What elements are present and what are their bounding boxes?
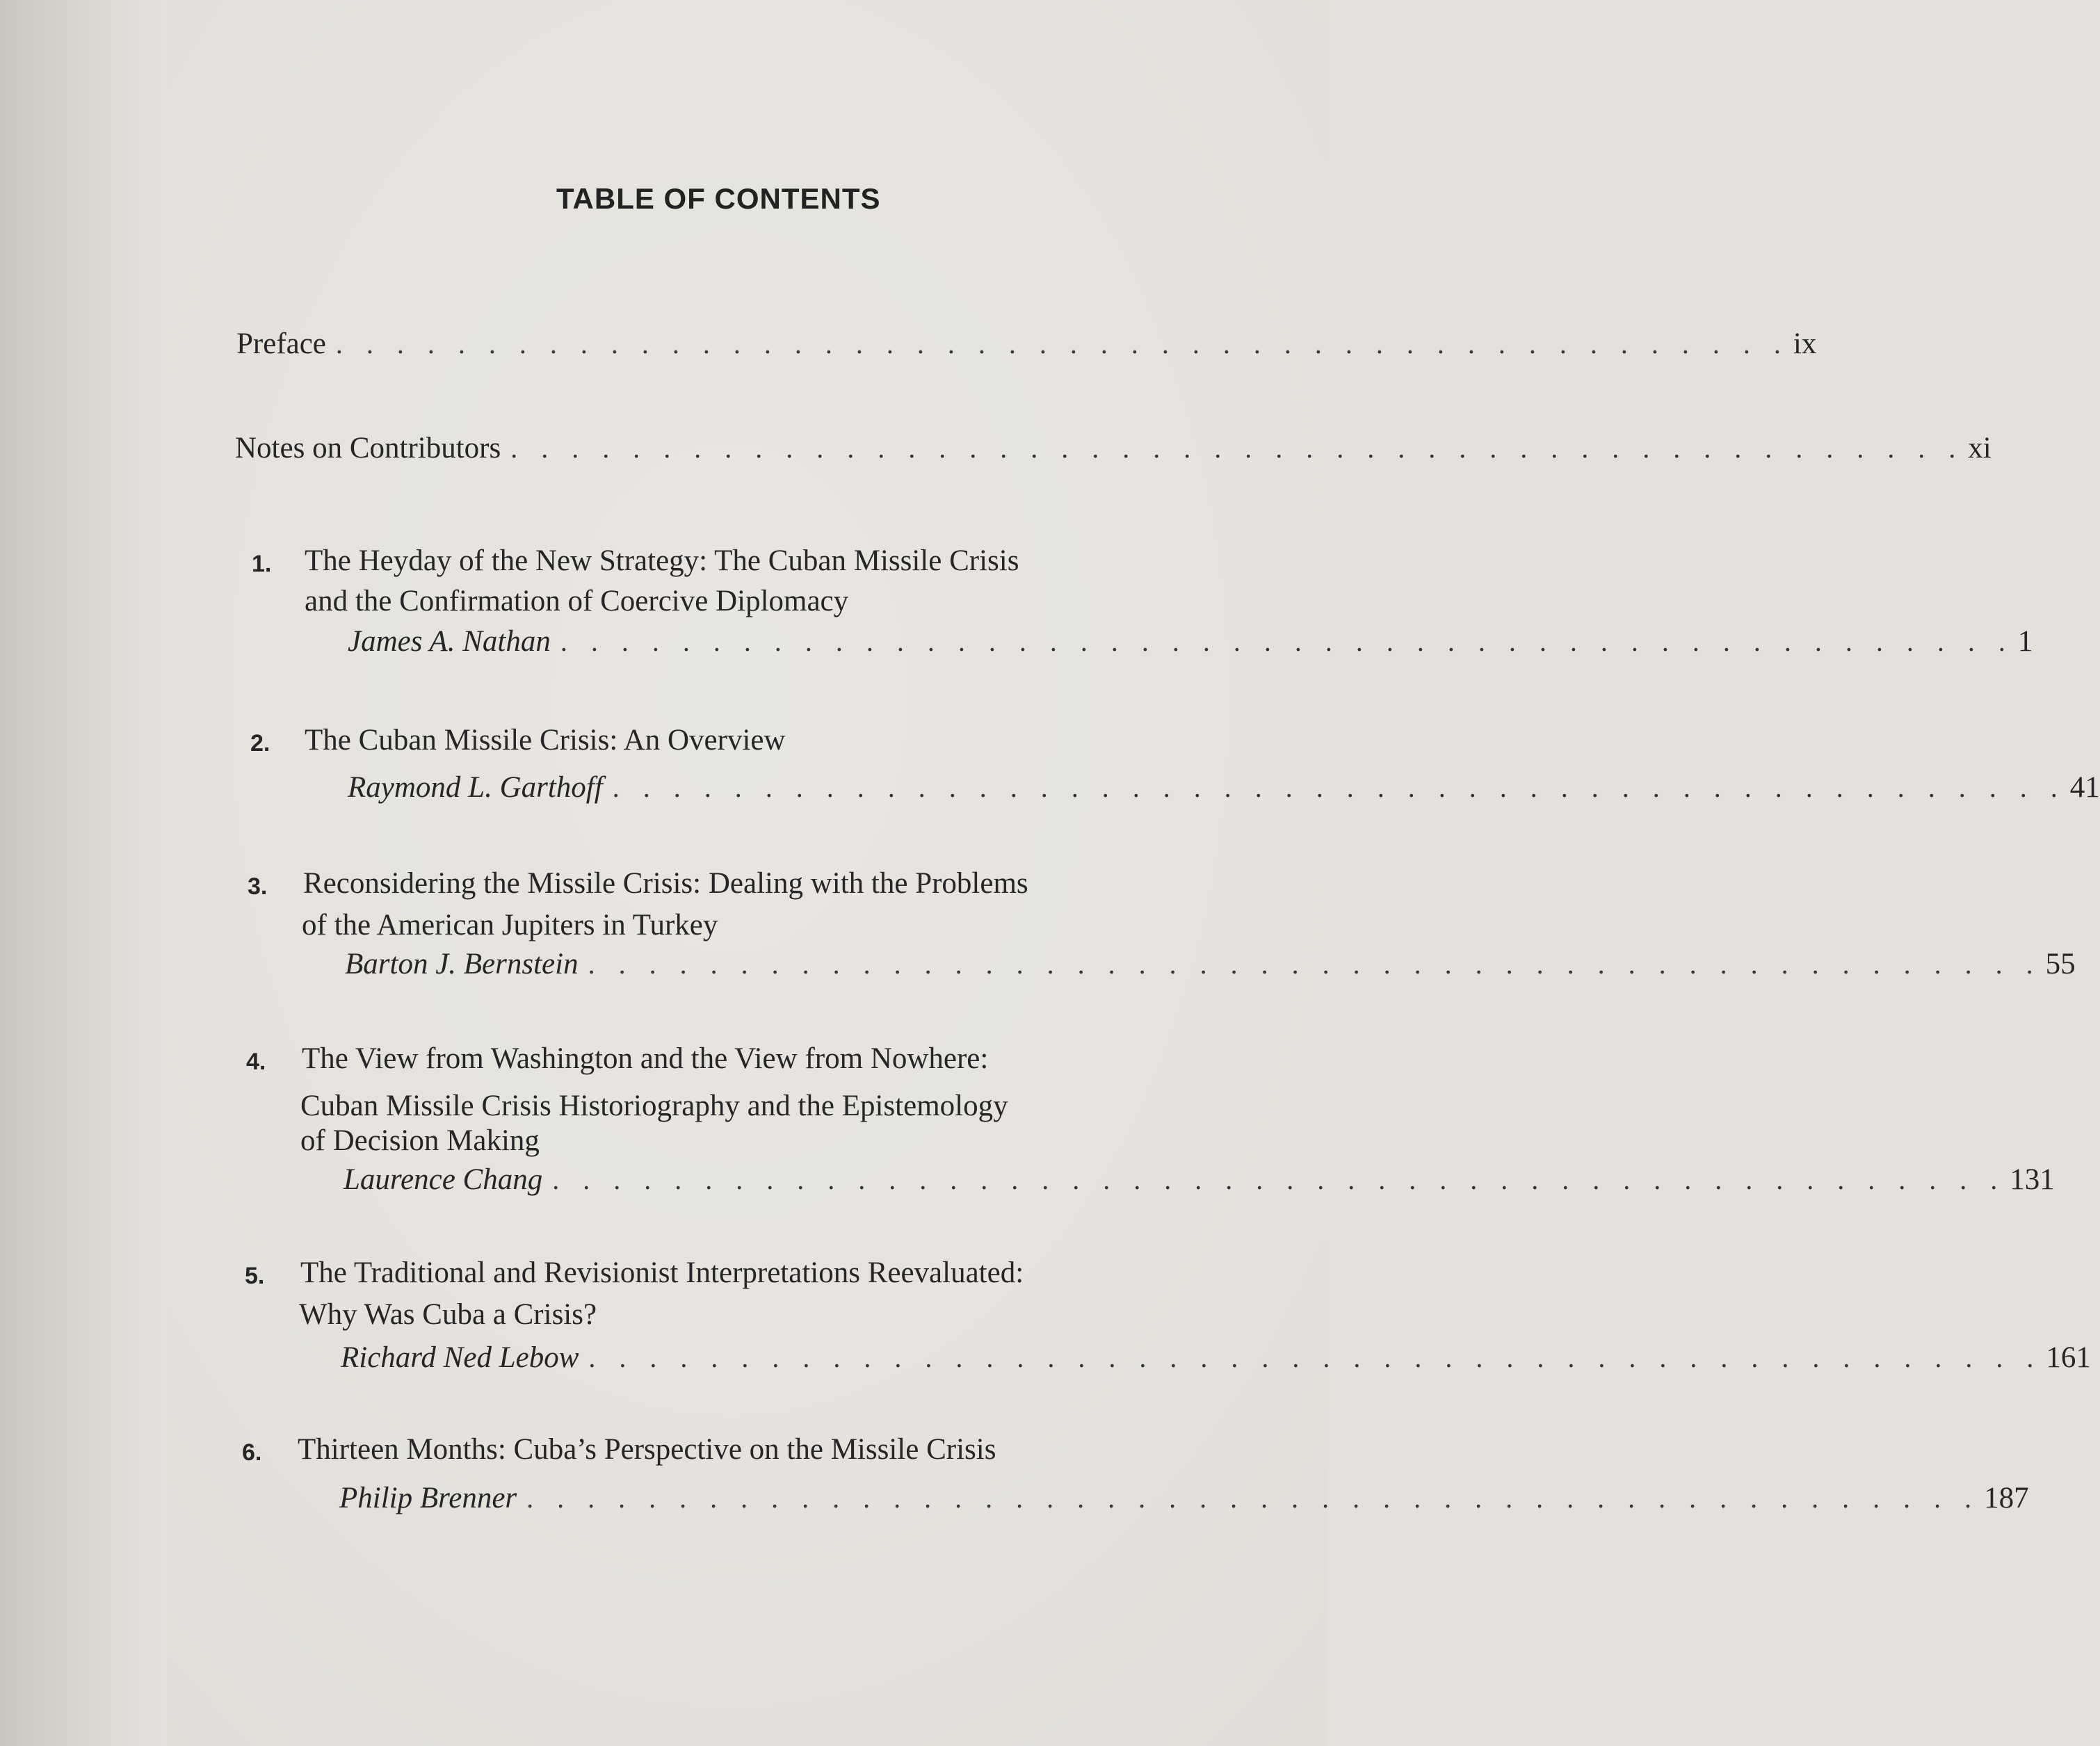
chapter-title-line: Reconsidering the Missile Crisis: Dealing with the Problems	[303, 867, 1028, 900]
chapter-author-row	[341, 1341, 2091, 1375]
page-number: ix	[1793, 328, 1817, 360]
chapter-author: Raymond L. Garthoff	[348, 771, 603, 804]
dot-leader: . . . . . . . . . . . . . . . . . . . . . . . . . . . . . . . . . . . . . . . . . . . . . . . .	[552, 1164, 2006, 1195]
dot-leader: . . . . . . . . . . . . . . . . . . . . . . . . . . . . . . . . . . . . . . . . . . . . . . . .	[510, 433, 1964, 464]
chapter-author-row	[348, 624, 2033, 658]
chapter-author-row	[339, 1481, 2029, 1515]
chapter-number: 6.	[242, 1439, 262, 1466]
chapter-title-line: The View from Washington and the View from Nowhere:	[302, 1042, 989, 1075]
page-number: xi	[1968, 432, 1992, 464]
dot-leader: . . . . . . . . . . . . . . . . . . . . . . . . . . . . . . . . . . . . . . . . . . . . . . . .	[526, 1482, 1980, 1514]
dot-leader: . . . . . . . . . . . . . . . . . . . . . . . . . . . . . . . . . . . . . . . . . . . . . . . .	[588, 948, 2042, 980]
binding-gutter	[0, 0, 167, 1746]
page-title: TABLE OF CONTENTS	[556, 182, 881, 215]
chapter-title-line: Why Was Cuba a Crisis?	[299, 1298, 597, 1331]
chapter-title-line: The Heyday of the New Strategy: The Cuban Missile Crisis	[305, 544, 1019, 577]
dot-leader: . . . . . . . . . . . . . . . . . . . . . . . . . . . . . . . . . . . . . . . . . . . . . . . .	[588, 1342, 2042, 1373]
toc-entry-preface	[236, 327, 1817, 361]
dot-leader: . . . . . . . . . . . . . . . . . . . . . . . . . . . . . . . . . . . . . . . . . . . . . . . .	[612, 772, 2066, 803]
chapter-title-line: Thirteen Months: Cuba’s Perspective on the Missile Crisis	[298, 1433, 996, 1466]
chapter-author: Philip Brenner	[339, 1482, 517, 1514]
chapter-number: 3.	[248, 873, 268, 900]
chapter-number: 2.	[250, 730, 270, 757]
entry-label: Notes on Contributors	[235, 432, 501, 464]
dot-leader: . . . . . . . . . . . . . . . . . . . . . . . . . . . . . . . . . . . . . . . . . . . . . . . .	[560, 626, 2014, 657]
chapter-number: 4.	[246, 1049, 266, 1075]
chapter-title-line: of Decision Making	[300, 1124, 540, 1157]
page-number: 187	[1984, 1482, 2029, 1514]
chapter-author-row	[348, 770, 2100, 805]
page-number: 55	[2045, 948, 2076, 980]
chapter-title-line: The Traditional and Revisionist Interpretations Reevaluated:	[300, 1256, 1024, 1289]
dot-leader: . . . . . . . . . . . . . . . . . . . . . . . . . . . . . . . . . . . . . . . . . . . . . . . .	[335, 328, 1789, 359]
chapter-author: Laurence Chang	[344, 1163, 543, 1196]
chapter-author: Richard Ned Lebow	[341, 1341, 579, 1374]
chapter-title-line: The Cuban Missile Crisis: An Overview	[305, 724, 786, 757]
chapter-number: 1.	[252, 551, 272, 577]
chapter-author-row	[344, 1163, 2055, 1197]
chapter-number: 5.	[245, 1263, 265, 1289]
chapter-author: Barton J. Bernstein	[345, 948, 579, 980]
page-number: 131	[2010, 1163, 2055, 1196]
chapter-title-line: of the American Jupiters in Turkey	[302, 909, 718, 941]
page-number: 41	[2069, 771, 2100, 804]
toc-entry-notes-on-contributors	[235, 431, 1992, 465]
entry-label: Preface	[236, 328, 326, 360]
chapter-title-line: and the Confirmation of Coercive Diplomacy	[305, 585, 849, 617]
chapter-author-row	[345, 947, 2076, 981]
page-number: 161	[2046, 1341, 2091, 1374]
chapter-title-line: Cuban Missile Crisis Historiography and the Epistemology	[300, 1090, 1008, 1122]
chapter-author: James A. Nathan	[348, 625, 551, 658]
page-number: 1	[2017, 625, 2033, 658]
